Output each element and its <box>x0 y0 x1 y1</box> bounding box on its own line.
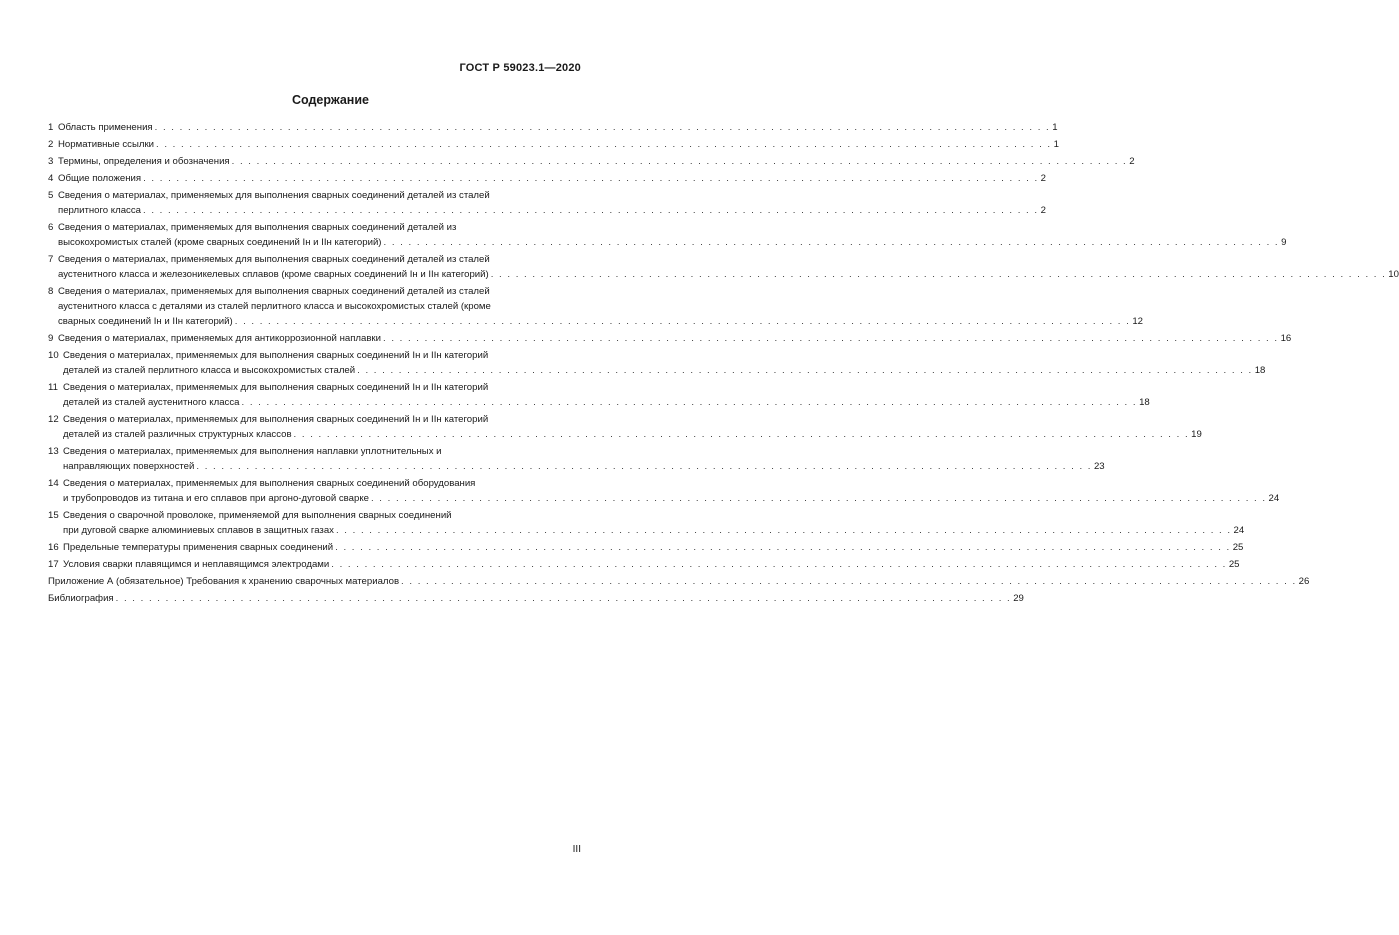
toc-entry-number: 4 <box>48 173 54 184</box>
toc-entry-line <box>48 267 1399 282</box>
toc-entry-text: Сведения о материалах, применяемых для выполнения сварных соединений Iн и IIн категорий <box>63 414 489 425</box>
toc-entry-number: 9 <box>48 333 54 344</box>
toc-entry-text: аустенитного класса с деталями из сталей перлитного класса и высокохромистых сталей (кроме <box>58 301 491 312</box>
dot-leader <box>116 591 1012 606</box>
toc-entry-line <box>48 395 1150 410</box>
toc-entry <box>48 557 1240 572</box>
toc-entry-text: деталей из сталей перлитного класса и высокохромистых сталей <box>63 365 356 376</box>
toc-entry-line <box>48 508 583 523</box>
toc-entry-text: Сведения о материалах, применяемых для выполнения сварных соединений деталей из <box>58 222 457 233</box>
toc-entry-line <box>48 284 583 299</box>
toc-entry <box>48 137 1059 152</box>
dot-leader <box>336 523 1232 538</box>
toc-entry-line <box>48 476 583 491</box>
toc-entry-line <box>48 540 1244 555</box>
toc-entry <box>48 412 1202 442</box>
toc-entry <box>48 284 1143 329</box>
toc-entry <box>48 188 1046 218</box>
dot-leader <box>235 314 1131 329</box>
toc-page-number: 1 <box>1053 139 1059 150</box>
toc-entry-text: Сведения о материалах, применяемых для выполнения наплавки уплотнительных и <box>63 446 442 457</box>
toc-entry <box>48 220 1287 250</box>
toc-entry-text: при дуговой сварке алюминиевых сплавов в защитных газах <box>63 525 334 536</box>
toc-entry-line <box>48 427 1202 442</box>
toc-entry-line <box>48 137 1059 152</box>
toc-entry-line <box>48 235 1287 250</box>
toc-entry <box>48 252 1399 282</box>
toc-entry-number: 1 <box>48 122 54 133</box>
toc-entry-text: Библиография <box>48 593 114 604</box>
toc-entry-text: высокохромистых сталей (кроме сварных соединений Iн и IIн категорий) <box>58 237 382 248</box>
toc-page-number: 19 <box>1191 429 1202 440</box>
dot-leader <box>143 171 1039 186</box>
dot-leader <box>232 154 1128 169</box>
toc-entry-line <box>48 220 583 235</box>
toc-entry-text: сварных соединений Iн и IIн категорий) <box>58 316 233 327</box>
table-of-contents <box>48 120 1399 608</box>
toc-entry-number: 3 <box>48 156 54 167</box>
toc-page-number: 9 <box>1281 237 1287 248</box>
toc-entry-line <box>48 120 1058 135</box>
page-title: Содержание <box>291 93 369 107</box>
toc-page-number: 24 <box>1233 525 1245 536</box>
toc-entry-text: Сведения о материалах, применяемых для выполнения сварных соединений Iн и IIн категорий <box>63 350 489 361</box>
toc-page-number: 2 <box>1040 173 1046 184</box>
toc-entry <box>48 380 1150 410</box>
toc-entry-text: Сведения о сварочной проволоке, применяемой для выполнения сварных соединений <box>63 510 452 521</box>
toc-entry-text: Сведения о материалах, применяемых для антикоррозионной наплавки <box>58 333 381 344</box>
dot-leader <box>331 557 1227 572</box>
toc-entry-number: 15 <box>48 510 59 521</box>
toc-page-number: 18 <box>1139 397 1150 408</box>
toc-entry-number: 13 <box>48 446 59 457</box>
toc-entry-number: 2 <box>48 139 54 150</box>
toc-page-number: 2 <box>1040 205 1046 216</box>
toc-entry-text: Общие положения <box>58 173 142 184</box>
toc-entry-line <box>48 154 1135 169</box>
dot-leader <box>155 120 1051 135</box>
toc-entry <box>48 171 1046 186</box>
toc-entry-number: 6 <box>48 222 54 233</box>
toc-entry-line <box>48 412 583 427</box>
dot-leader <box>371 491 1267 506</box>
toc-entry-number: 7 <box>48 254 54 265</box>
dot-leader <box>383 331 1279 346</box>
toc-entry <box>48 120 1058 135</box>
dot-leader <box>401 574 1297 589</box>
toc-entry-number: 16 <box>48 542 59 553</box>
toc-entry-text: направляющих поверхностей <box>63 461 195 472</box>
toc-entry-text: Приложение А (обязательное) Требования к хранению сварочных материалов <box>48 576 400 587</box>
toc-entry <box>48 591 1024 606</box>
toc-page-number: 24 <box>1268 493 1280 504</box>
toc-page-number: 29 <box>1013 593 1024 604</box>
toc-page-number: 1 <box>1052 122 1058 133</box>
toc-entry <box>48 154 1135 169</box>
toc-entry-line <box>48 591 1024 606</box>
toc-entry <box>48 508 1245 538</box>
dot-leader <box>357 363 1253 378</box>
toc-entry-line <box>48 363 1266 378</box>
toc-entry-line <box>48 331 1292 346</box>
toc-entry-text: Условия сварки плавящимся и неплавящимся электродами <box>63 559 330 570</box>
toc-entry-text: аустенитного класса и железоникелевых сплавов (кроме сварных соединений Iн и IIн категорий) <box>58 269 489 280</box>
toc-entry-line <box>48 299 583 314</box>
toc-entry-line <box>48 188 583 203</box>
toc-entry-line <box>48 491 1280 506</box>
toc-entry-line <box>48 203 1046 218</box>
toc-entry-text: Сведения о материалах, применяемых для выполнения сварных соединений оборудования <box>63 478 476 489</box>
toc-entry-number: 5 <box>48 190 54 201</box>
dot-leader <box>491 267 1387 282</box>
toc-page-number: 23 <box>1093 461 1105 472</box>
toc-entry-text: и трубопроводов из титана и его сплавов при аргоно-дуговой сварке <box>63 493 369 504</box>
toc-entry-line <box>48 171 1046 186</box>
toc-entry-text: перлитного класса <box>58 205 141 216</box>
dot-leader <box>156 137 1052 152</box>
toc-entry-number: 17 <box>48 559 59 570</box>
toc-entry-line <box>48 252 583 267</box>
toc-entry-text: Предельные температуры применения сварных соединений <box>63 542 334 553</box>
toc-entry <box>48 476 1280 506</box>
toc-entry-line <box>48 348 583 363</box>
toc-page-number: 18 <box>1254 365 1266 376</box>
toc-entry-text: деталей из сталей аустенитного класса <box>63 397 240 408</box>
toc-entry <box>48 348 1266 378</box>
toc-entry <box>48 331 1292 346</box>
toc-page-number: 12 <box>1132 316 1143 327</box>
toc-page-number: 25 <box>1232 542 1244 553</box>
toc-entry-text: Область применения <box>58 122 153 133</box>
toc-entry-number: 12 <box>48 414 59 425</box>
toc-page-number: 16 <box>1280 333 1292 344</box>
toc-entry-text: Сведения о материалах, применяемых для выполнения сварных соединений Iн и IIн категорий <box>63 382 489 393</box>
dot-leader <box>143 203 1039 218</box>
toc-page-number: 26 <box>1298 576 1310 587</box>
toc-entry-line <box>48 444 583 459</box>
toc-entry-text: Сведения о материалах, применяемых для выполнения сварных соединений деталей из сталей <box>58 286 490 297</box>
toc-entry-text: Нормативные ссылки <box>58 139 155 150</box>
toc-entry-number: 10 <box>48 350 59 361</box>
dot-leader <box>241 395 1137 410</box>
toc-entry <box>48 444 1105 474</box>
toc-entry-number: 14 <box>48 478 59 489</box>
page-number: III <box>572 844 581 855</box>
dot-leader <box>196 459 1092 474</box>
toc-entry-line <box>48 380 583 395</box>
toc-entry-text: Сведения о материалах, применяемых для выполнения сварных соединений деталей из сталей <box>58 190 490 201</box>
toc-page-number: 2 <box>1129 156 1135 167</box>
toc-entry-line <box>48 314 1143 329</box>
dot-leader <box>335 540 1231 555</box>
toc-entry-number: 8 <box>48 286 54 297</box>
document-code: ГОСТ Р 59023.1—2020 <box>459 62 581 74</box>
toc-entry <box>48 574 1310 589</box>
toc-entry-line <box>48 459 1105 474</box>
dot-leader <box>294 427 1190 442</box>
toc-entry-line <box>48 523 1245 538</box>
toc-entry-text: Термины, определения и обозначения <box>58 156 230 167</box>
toc-entry-line <box>48 557 1240 572</box>
toc-entry-line <box>48 574 1310 589</box>
toc-entry <box>48 540 1244 555</box>
toc-entry-text: деталей из сталей различных структурных классов <box>63 429 292 440</box>
toc-entry-text: Сведения о материалах, применяемых для выполнения сварных соединений деталей из сталей <box>58 254 490 265</box>
dot-leader <box>384 235 1280 250</box>
toc-page-number: 10 <box>1388 269 1399 280</box>
toc-page-number: 25 <box>1228 559 1240 570</box>
toc-entry-number: 11 <box>48 382 58 393</box>
